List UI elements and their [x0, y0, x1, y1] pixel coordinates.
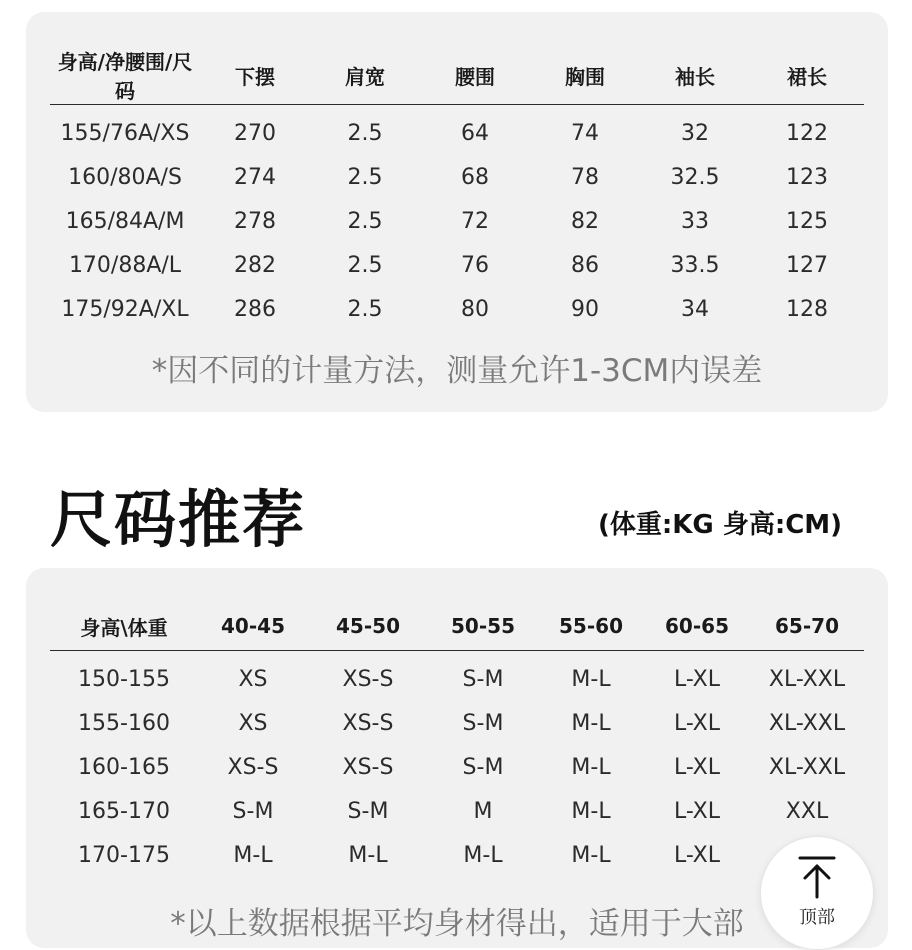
table-cell: 125 [786, 208, 828, 234]
table-cell: 2.5 [347, 164, 383, 190]
table-cell: L-XL [673, 754, 721, 780]
recommendation-header-weight: 65-70 [750, 602, 864, 651]
table-cell: 155-160 [78, 710, 170, 736]
table-cell: 170-175 [78, 842, 170, 868]
table-cell: M-L [571, 754, 611, 780]
table-row [50, 155, 864, 199]
table-row [50, 833, 864, 877]
table-row [50, 789, 864, 833]
recommendation-header-weight: 45-50 [308, 602, 428, 651]
table-cell: S-M [232, 798, 274, 824]
recommendation-header-weight: 60-65 [644, 602, 750, 651]
table-row [50, 199, 864, 243]
table-cell: 150-155 [78, 666, 170, 692]
table-cell: 78 [571, 164, 599, 190]
table-cell: 160-165 [78, 754, 170, 780]
table-cell: 2.5 [347, 252, 383, 278]
table-cell: XS-S [342, 666, 394, 692]
table-cell: 278 [234, 208, 276, 234]
measurement-note: *因不同的计量方法，测量允许1-3CM内误差 [151, 353, 763, 389]
table-cell: M-L [571, 666, 611, 692]
table-cell: 165/84A/M [65, 208, 185, 234]
measurement-header-sleeve: 袖长 [640, 46, 750, 105]
table-cell: 2.5 [347, 296, 383, 322]
recommendation-header-weight: 40-45 [198, 602, 308, 651]
table-cell: XS [238, 710, 268, 736]
recommendation-header-corner: 身高\体重 [50, 602, 198, 651]
arrow-up-to-line-icon [797, 855, 837, 899]
table-cell: 175/92A/XL [61, 296, 189, 322]
measurement-header-hem: 下摆 [200, 46, 310, 105]
table-cell: M [473, 798, 493, 824]
table-row [50, 105, 864, 156]
table-cell: M-L [571, 710, 611, 736]
measurement-header-size: 身高/净腰围/尺码 [50, 46, 200, 105]
table-cell: 76 [461, 252, 489, 278]
table-cell: 33.5 [670, 252, 720, 278]
table-cell: 165-170 [78, 798, 170, 824]
table-cell: 127 [786, 252, 828, 278]
table-cell: 160/80A/S [68, 164, 182, 190]
table-cell: 80 [461, 296, 489, 322]
table-cell: 282 [234, 252, 276, 278]
table-cell: XS-S [342, 754, 394, 780]
table-row [50, 745, 864, 789]
table-cell: 74 [571, 120, 599, 146]
measurement-table [50, 46, 864, 331]
table-cell: 32 [681, 120, 709, 146]
table-cell: 123 [786, 164, 828, 190]
back-to-top-button[interactable] [760, 836, 874, 950]
table-cell: 155/76A/XS [60, 120, 190, 146]
table-cell: 128 [786, 296, 828, 322]
table-cell: 2.5 [347, 120, 383, 146]
table-cell: L-XL [673, 842, 721, 868]
back-to-top-label: 顶部 [799, 907, 835, 928]
table-cell: 68 [461, 164, 489, 190]
measurement-header-waist: 腰围 [420, 46, 530, 105]
table-cell: XL-XXL [768, 754, 846, 780]
table-row [50, 287, 864, 331]
table-cell: 64 [461, 120, 489, 146]
table-cell: S-M [347, 798, 389, 824]
table-cell: 274 [234, 164, 276, 190]
table-cell: S-M [462, 710, 504, 736]
measurement-header-chest: 胸围 [530, 46, 640, 105]
table-cell: XXL [785, 798, 829, 824]
table-cell: M-L [348, 842, 388, 868]
table-cell: 90 [571, 296, 599, 322]
table-cell: 72 [461, 208, 489, 234]
recommendation-header-weight: 50-55 [428, 602, 538, 651]
table-cell: M-L [571, 842, 611, 868]
table-cell: 170/88A/L [68, 252, 182, 278]
table-cell: L-XL [673, 666, 721, 692]
recommendation-header-row [50, 602, 864, 651]
table-cell: L-XL [673, 710, 721, 736]
table-cell: 270 [234, 120, 276, 146]
table-cell: L-XL [673, 798, 721, 824]
table-cell: XL-XXL [768, 710, 846, 736]
table-cell: M-L [463, 842, 503, 868]
table-cell: XS-S [227, 754, 279, 780]
table-cell: 122 [786, 120, 828, 146]
table-cell: 82 [571, 208, 599, 234]
table-row [50, 651, 864, 702]
unit-label: (体重:KG 身高:CM) [598, 510, 843, 540]
measurement-card [26, 12, 888, 412]
recommendation-table [50, 602, 864, 877]
table-cell: 34 [681, 296, 709, 322]
table-cell: S-M [462, 754, 504, 780]
table-cell: XL-XXL [768, 666, 846, 692]
recommendation-note: *以上数据根据平均身材得出，适用于大部 [170, 906, 744, 942]
table-cell: XS-S [342, 710, 394, 736]
table-cell: XS [238, 666, 268, 692]
table-cell: 286 [234, 296, 276, 322]
measurement-header-row [50, 46, 864, 105]
table-cell: 33 [681, 208, 709, 234]
table-cell: M-L [233, 842, 273, 868]
measurement-header-shoulder: 肩宽 [310, 46, 420, 105]
table-cell: 2.5 [347, 208, 383, 234]
measurement-header-length: 裙长 [750, 46, 864, 105]
recommendation-header-weight: 55-60 [538, 602, 644, 651]
table-row [50, 243, 864, 287]
table-cell: M-L [571, 798, 611, 824]
table-cell: S-M [462, 666, 504, 692]
table-cell: 32.5 [670, 164, 720, 190]
recommendation-card [26, 568, 888, 948]
table-cell: 86 [571, 252, 599, 278]
table-row [50, 701, 864, 745]
section-title: 尺码推荐 [50, 483, 307, 556]
